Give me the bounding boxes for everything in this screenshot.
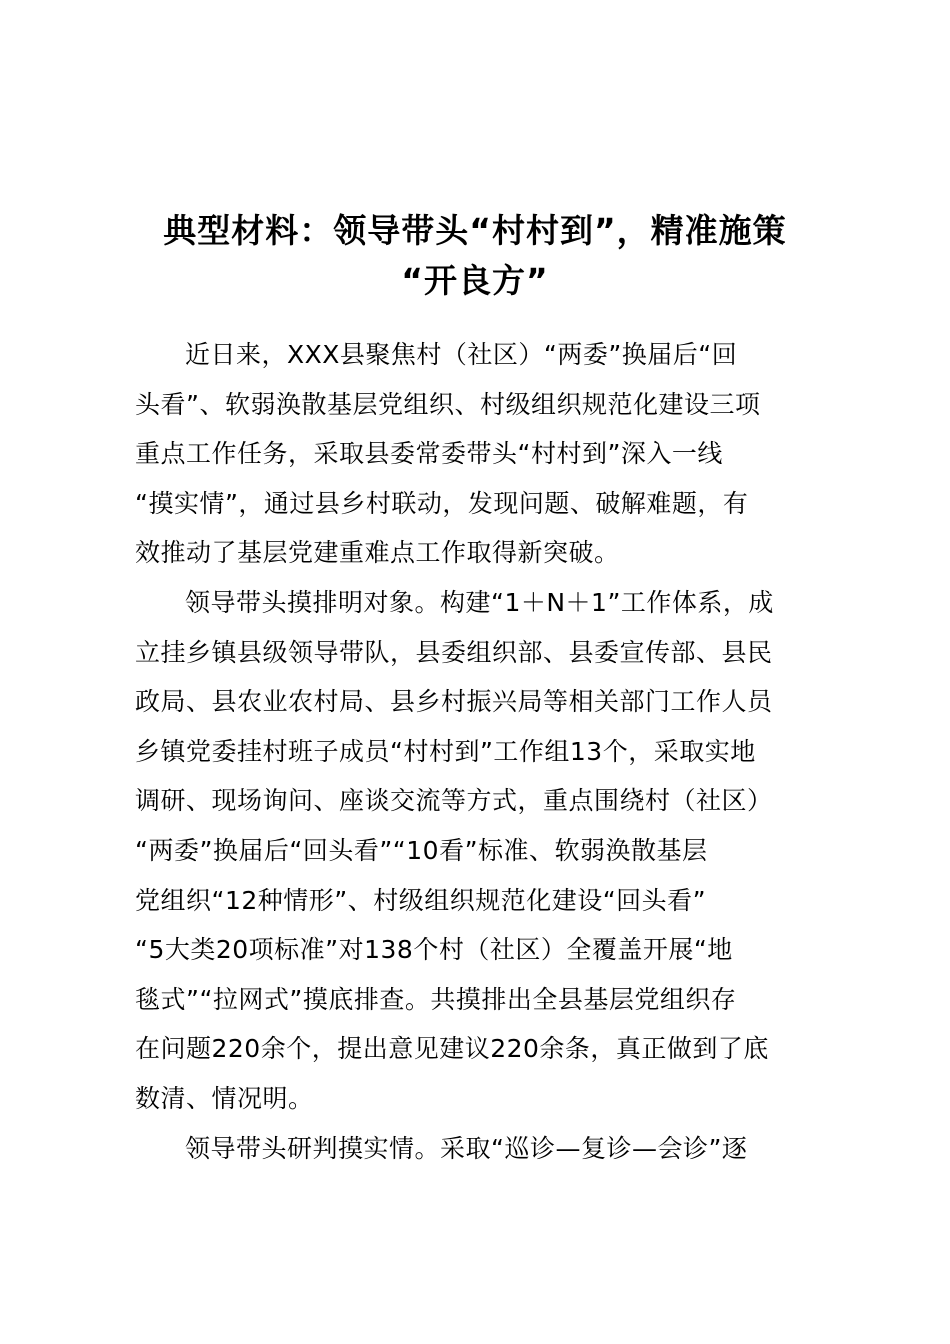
paragraph-1-line: 近日来，XXX县聚焦村（社区）“两委”换届后“回 <box>185 340 738 369</box>
paragraph-3-line: 领导带头研判摸实情。采取“巡诊—复诊—会诊”逐 <box>185 1133 748 1163</box>
paragraph-2 <box>135 578 845 1124</box>
paragraph-1-line: 效推动了基层党建重难点工作取得新突破。 <box>135 538 620 568</box>
paragraph-1-line: 重点工作任务，采取县委常委带头“村村到”深入一线 <box>135 439 723 469</box>
paragraph-1 <box>135 330 845 578</box>
paragraph-2-line: 数清、情况明。 <box>135 1083 314 1113</box>
paragraph-1-line: “摸实情”，通过县乡村联动，发现问题、破解难题，有 <box>135 488 749 518</box>
paragraph-2-line: 毯式”“拉网式”摸底排查。共摸排出全县基层党组织存 <box>135 984 737 1014</box>
paragraph-1-line: 头看”、软弱涣散基层党组织、村级组织规范化建设三项 <box>135 389 761 419</box>
document-title <box>100 206 850 306</box>
document-body <box>135 330 845 1173</box>
paragraph-2-line: 党组织“12种情形”、村级组织规范化建设“回头看” <box>135 885 707 915</box>
paragraph-2-line: 立挂乡镇县级领导带队，县委组织部、县委宣传部、县民 <box>135 637 773 667</box>
paragraph-2-line: 领导带头摸排明对象。构建“1＋N＋1”工作体系，成 <box>185 587 774 617</box>
paragraph-2-line: 在问题220余个，提出意见建议220余条，真正做到了底 <box>135 1034 769 1064</box>
title-line-2: “开良方” <box>401 261 549 300</box>
paragraph-2-line: “5大类20项标准”对138个村（社区）全覆盖开展“地 <box>135 935 733 965</box>
paragraph-2-line: 调研、现场询问、座谈交流等方式，重点围绕村（社区） <box>135 786 773 816</box>
title-line-1: 典型材料：领导带头“村村到”，精准施策 <box>163 211 787 250</box>
paragraph-2-line: 政局、县农业农村局、县乡村振兴局等相关部门工作人员 <box>135 687 773 717</box>
paragraph-2-line: 乡镇党委挂村班子成员“村村到”工作组13个，采取实地 <box>135 736 756 766</box>
paragraph-2-line: “两委”换届后“回头看”“10看”标准、软弱涣散基层 <box>135 835 708 865</box>
paragraph-3 <box>135 1124 845 1174</box>
